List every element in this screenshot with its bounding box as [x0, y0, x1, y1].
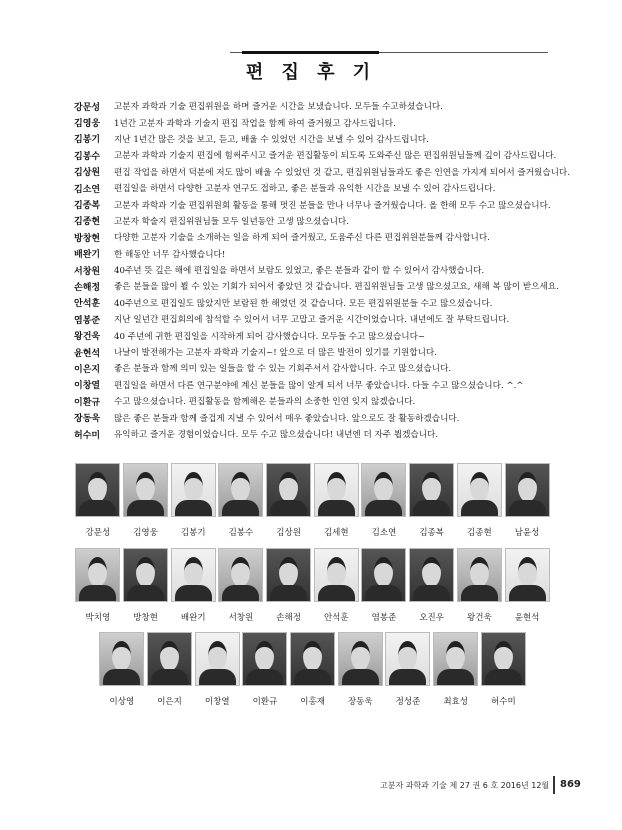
- photo-caption: 장동욱: [347, 697, 373, 707]
- member-photo-card: [146, 632, 194, 707]
- header-rule-accent: [242, 51, 379, 54]
- member-photo-card: [217, 548, 265, 623]
- portrait-photo: [75, 548, 120, 602]
- photo-caption: 왕건욱: [467, 613, 492, 623]
- portrait-photo: [505, 463, 550, 517]
- comment-row: [74, 377, 574, 393]
- member-name: 장동욱: [74, 414, 101, 425]
- portrait-photo: [361, 548, 406, 602]
- photo-caption: 안석훈: [323, 613, 349, 623]
- photo-row-3: [98, 632, 527, 707]
- member-name: 손해정: [74, 282, 101, 293]
- member-name: 김상원: [74, 168, 101, 179]
- portrait-photo: [481, 632, 526, 686]
- member-photo-card: [265, 548, 313, 623]
- comment-row: [74, 164, 574, 180]
- photo-row-2: [74, 548, 551, 623]
- member-photo-card: [265, 463, 313, 538]
- page-title: 편 집 후 기: [245, 62, 377, 83]
- member-name: 김봉수: [74, 151, 101, 162]
- comment-text: 유익하고 즐거운 경험이었습니다. 모두 수고 많으셨습니다! 내년엔 더 자주 뵙겠습니다.: [114, 430, 439, 440]
- photo-caption: 이상영: [109, 697, 135, 707]
- comment-text: 40주년 뜻 깊은 해에 편집일을 하면서 보람도 있었고, 좋은 분들과 같이 할 수 있어서 감사했습니다.: [114, 266, 485, 277]
- portrait-photo: [123, 548, 168, 602]
- member-photo-card: [480, 632, 528, 707]
- comment-row: [74, 98, 574, 114]
- portrait-photo: [218, 463, 263, 517]
- comment-row: [74, 262, 574, 278]
- member-name: 안석훈: [74, 299, 101, 310]
- photo-caption: 이환규: [252, 697, 278, 707]
- comment-row: [74, 114, 574, 130]
- member-photo-card: [408, 463, 456, 538]
- member-name: 이환규: [74, 397, 101, 408]
- member-photo-card: [98, 632, 146, 707]
- member-photo-card: [169, 548, 217, 623]
- member-name: 강문성: [74, 102, 101, 113]
- member-photo-card: [503, 463, 551, 538]
- portrait-photo: [409, 548, 454, 602]
- comment-text: 편집 작업을 하면서 덕분에 저도 많이 배울 수 있었던 것 같고, 편집위원님들과도 좋은 인연을 가지게 되어서 즐거웠습니다.: [114, 167, 570, 178]
- comment-row: [74, 360, 574, 376]
- photo-caption: 손해정: [276, 613, 301, 623]
- photo-caption: 서창원: [228, 613, 254, 623]
- portrait-photo: [457, 463, 502, 517]
- comment-text: 나날이 발전해가는 고분자 과학과 기술지~! 앞으로 더 많은 발전이 있기를 기원합니다.: [114, 348, 437, 359]
- comment-row: [74, 278, 574, 294]
- portrait-photo: [266, 463, 311, 517]
- member-photo-card: [360, 463, 408, 538]
- comment-row: [74, 180, 574, 196]
- comment-text: 좋은 분들을 많이 뵐 수 있는 기회가 되어서 좋았던 것 같습니다. 편집위원님들 고생 많으셨고요, 새해 복 많이 받으세요.: [114, 282, 559, 293]
- portrait-photo: [218, 548, 263, 602]
- photo-caption: 남윤성: [514, 528, 540, 538]
- photo-caption: 강문성: [85, 528, 111, 538]
- comment-row: [74, 426, 574, 442]
- member-name: 서창원: [74, 266, 101, 277]
- photo-caption: 김종현: [467, 528, 492, 538]
- comment-text: 다양한 고분자 기술을 소개하는 일을 하게 되어 즐거웠고, 도움주신 다른 편집위원분들께 감사합니다.: [114, 233, 490, 244]
- comment-row: [74, 409, 574, 425]
- comment-row: [74, 131, 574, 147]
- photo-caption: 김소연: [371, 528, 397, 538]
- photo-caption: 이창열: [204, 697, 230, 707]
- portrait-photo: [266, 548, 311, 602]
- photo-caption: 허수미: [491, 697, 516, 707]
- member-name: 이창열: [74, 381, 101, 392]
- member-photo-card: [384, 632, 432, 707]
- member-photo-card: [169, 463, 217, 538]
- portrait-photo: [385, 632, 430, 686]
- comment-text: 지난 일년간 편집회의에 참석할 수 있어서 너무 고맙고 즐거운 시간이었습니다. 내년에도 잘 부탁드립니다.: [114, 315, 510, 326]
- portrait-photo: [290, 632, 335, 686]
- member-photo-card: [312, 463, 360, 538]
- member-name: 염봉준: [74, 315, 101, 326]
- photo-caption: 배완기: [180, 613, 206, 623]
- member-name: 허수미: [74, 430, 101, 441]
- portrait-photo: [433, 632, 478, 686]
- portrait-photo: [314, 463, 359, 517]
- comment-text: 편집일을 하면서 다른 연구분야에 계신 분들을 많이 알게 되서 너무 좋았습니다. 다들 수고 많으셨습니다. ^.^: [114, 380, 524, 391]
- comment-text: 한 해동안 너무 감사했습니다!: [114, 249, 226, 260]
- comment-text: 지난 1년간 많은 것을 보고, 듣고, 배울 수 있었던 시간을 보낼 수 있어 감사드립니다.: [114, 134, 429, 145]
- member-photo-card: [241, 632, 289, 707]
- comment-list: [74, 98, 574, 442]
- comment-row: [74, 295, 574, 311]
- member-name: 방창현: [74, 233, 101, 244]
- photo-caption: 김영웅: [133, 528, 158, 538]
- photo-caption: 이은지: [157, 697, 182, 707]
- photo-caption: 김봉기: [180, 528, 206, 538]
- comment-row: [74, 196, 574, 212]
- photo-caption: 김종복: [419, 528, 444, 538]
- portrait-photo: [338, 632, 383, 686]
- photo-caption: 최효성: [443, 697, 468, 707]
- member-name: 김종복: [74, 201, 101, 212]
- comment-text: 많은 좋은 분들과 함께 즐겁게 지낼 수 있어서 매우 좋았습니다. 앞으로도 잘 활동하겠습니다.: [114, 413, 460, 424]
- member-photo-card: [217, 463, 265, 538]
- photo-caption: 이홍재: [300, 697, 325, 707]
- comment-text: 좋은 분들과 함께 의미 있는 일들을 할 수 있는 기회주셔서 감사합니다. 수고 많으셨습니다.: [114, 364, 452, 375]
- journal-issue: 고분자 과학과 기술 제 27 권 6 호 2016년 12월: [380, 781, 550, 790]
- member-photo-card: [289, 632, 337, 707]
- member-name: 김종현: [74, 217, 101, 228]
- portrait-photo: [147, 632, 192, 686]
- portrait-photo: [505, 548, 550, 602]
- member-photo-card: [432, 632, 480, 707]
- comment-text: 수고 많으셨습니다. 편집활동을 함께해온 분들과의 소중한 인연 잊지 않겠습니다.: [114, 397, 416, 408]
- comment-row: [74, 344, 574, 360]
- photo-caption: 김세현: [323, 528, 349, 538]
- comment-row: [74, 311, 574, 327]
- portrait-photo: [123, 463, 168, 517]
- comment-text: 고분자 과학과 기술지 편집에 힘써주시고 즐거운 편집활동이 되도록 도와주신 많은 편집위원님들께 깊이 감사드립니다.: [114, 151, 557, 162]
- footer: [380, 779, 581, 791]
- comment-text: 고분자 과학과 기술 편집위원을 하며 즐거운 시간을 보냈습니다. 모두들 수고하셨습니다.: [114, 102, 443, 113]
- member-name: 김봉기: [74, 135, 101, 146]
- member-photo-card: [503, 548, 551, 623]
- member-name: 김영웅: [74, 119, 101, 130]
- photo-caption: 방창현: [133, 613, 158, 623]
- comment-text: 40주년으로 편집일도 많았지만 보람된 한 해였던 것 같습니다. 모든 편집위원분들 수고 많으셨습니다.: [114, 298, 493, 309]
- portrait-photo: [195, 632, 240, 686]
- comment-text: 고분자 학술지 편집위원님들 모두 일년동안 고생 많으셨습니다.: [114, 216, 349, 227]
- member-photo-card: [456, 548, 504, 623]
- comment-row: [74, 246, 574, 262]
- comment-text: 1년간 고분자 과학과 기술지 편집 작업을 함께 하여 즐거웠고 감사드립니다.: [114, 118, 396, 129]
- comment-row: [74, 229, 574, 245]
- portrait-photo: [242, 632, 287, 686]
- member-name: 배완기: [74, 250, 101, 261]
- member-photo-card: [122, 463, 170, 538]
- member-name: 김소연: [74, 184, 101, 195]
- footer-divider: [553, 776, 555, 794]
- comment-row: [74, 393, 574, 409]
- member-name: 윤현석: [74, 348, 101, 359]
- comment-row: [74, 147, 574, 163]
- member-photo-card: [74, 548, 122, 623]
- portrait-photo: [314, 548, 359, 602]
- portrait-photo: [409, 463, 454, 517]
- photo-caption: 정성준: [395, 697, 421, 707]
- member-photo-card: [360, 548, 408, 623]
- photo-caption: 박치영: [85, 613, 111, 623]
- member-photo-card: [312, 548, 360, 623]
- comment-text: 40 주년에 귀한 편집일을 시작하게 되어 감사했습니다. 모두들 수고 많으셨습니다~: [114, 331, 426, 342]
- photo-caption: 염봉준: [371, 613, 397, 623]
- portrait-photo: [361, 463, 406, 517]
- photo-caption: 김상원: [276, 528, 301, 538]
- comment-text: 고분자 과학과 기술 편집위원회 활동을 통해 멋진 분들을 만나 너무나 즐거웠습니다. 올 한해 모두 수고 많으셨습니다.: [114, 200, 551, 211]
- member-photo-card: [74, 463, 122, 538]
- member-photo-card: [122, 548, 170, 623]
- member-photo-card: [456, 463, 504, 538]
- page-number: 869: [560, 779, 581, 790]
- member-photo-card: [408, 548, 456, 623]
- portrait-photo: [171, 548, 216, 602]
- photo-caption: 윤현석: [514, 613, 540, 623]
- member-name: 이은지: [74, 364, 101, 375]
- photo-caption: 오진우: [419, 613, 444, 623]
- photo-caption: 김봉수: [228, 528, 254, 538]
- portrait-photo: [457, 548, 502, 602]
- photo-row-1: [74, 463, 551, 538]
- member-name: 왕건욱: [74, 332, 101, 343]
- portrait-photo: [171, 463, 216, 517]
- portrait-photo: [75, 463, 120, 517]
- comment-row: [74, 327, 574, 343]
- comment-text: 편집일을 하면서 다양한 고분자 연구도 접하고, 좋은 분들과 유익한 시간을 보낼 수 있어 감사드립니다.: [114, 184, 496, 195]
- comment-row: [74, 213, 574, 229]
- member-photo-card: [193, 632, 241, 707]
- portrait-photo: [99, 632, 144, 686]
- member-photo-card: [336, 632, 384, 707]
